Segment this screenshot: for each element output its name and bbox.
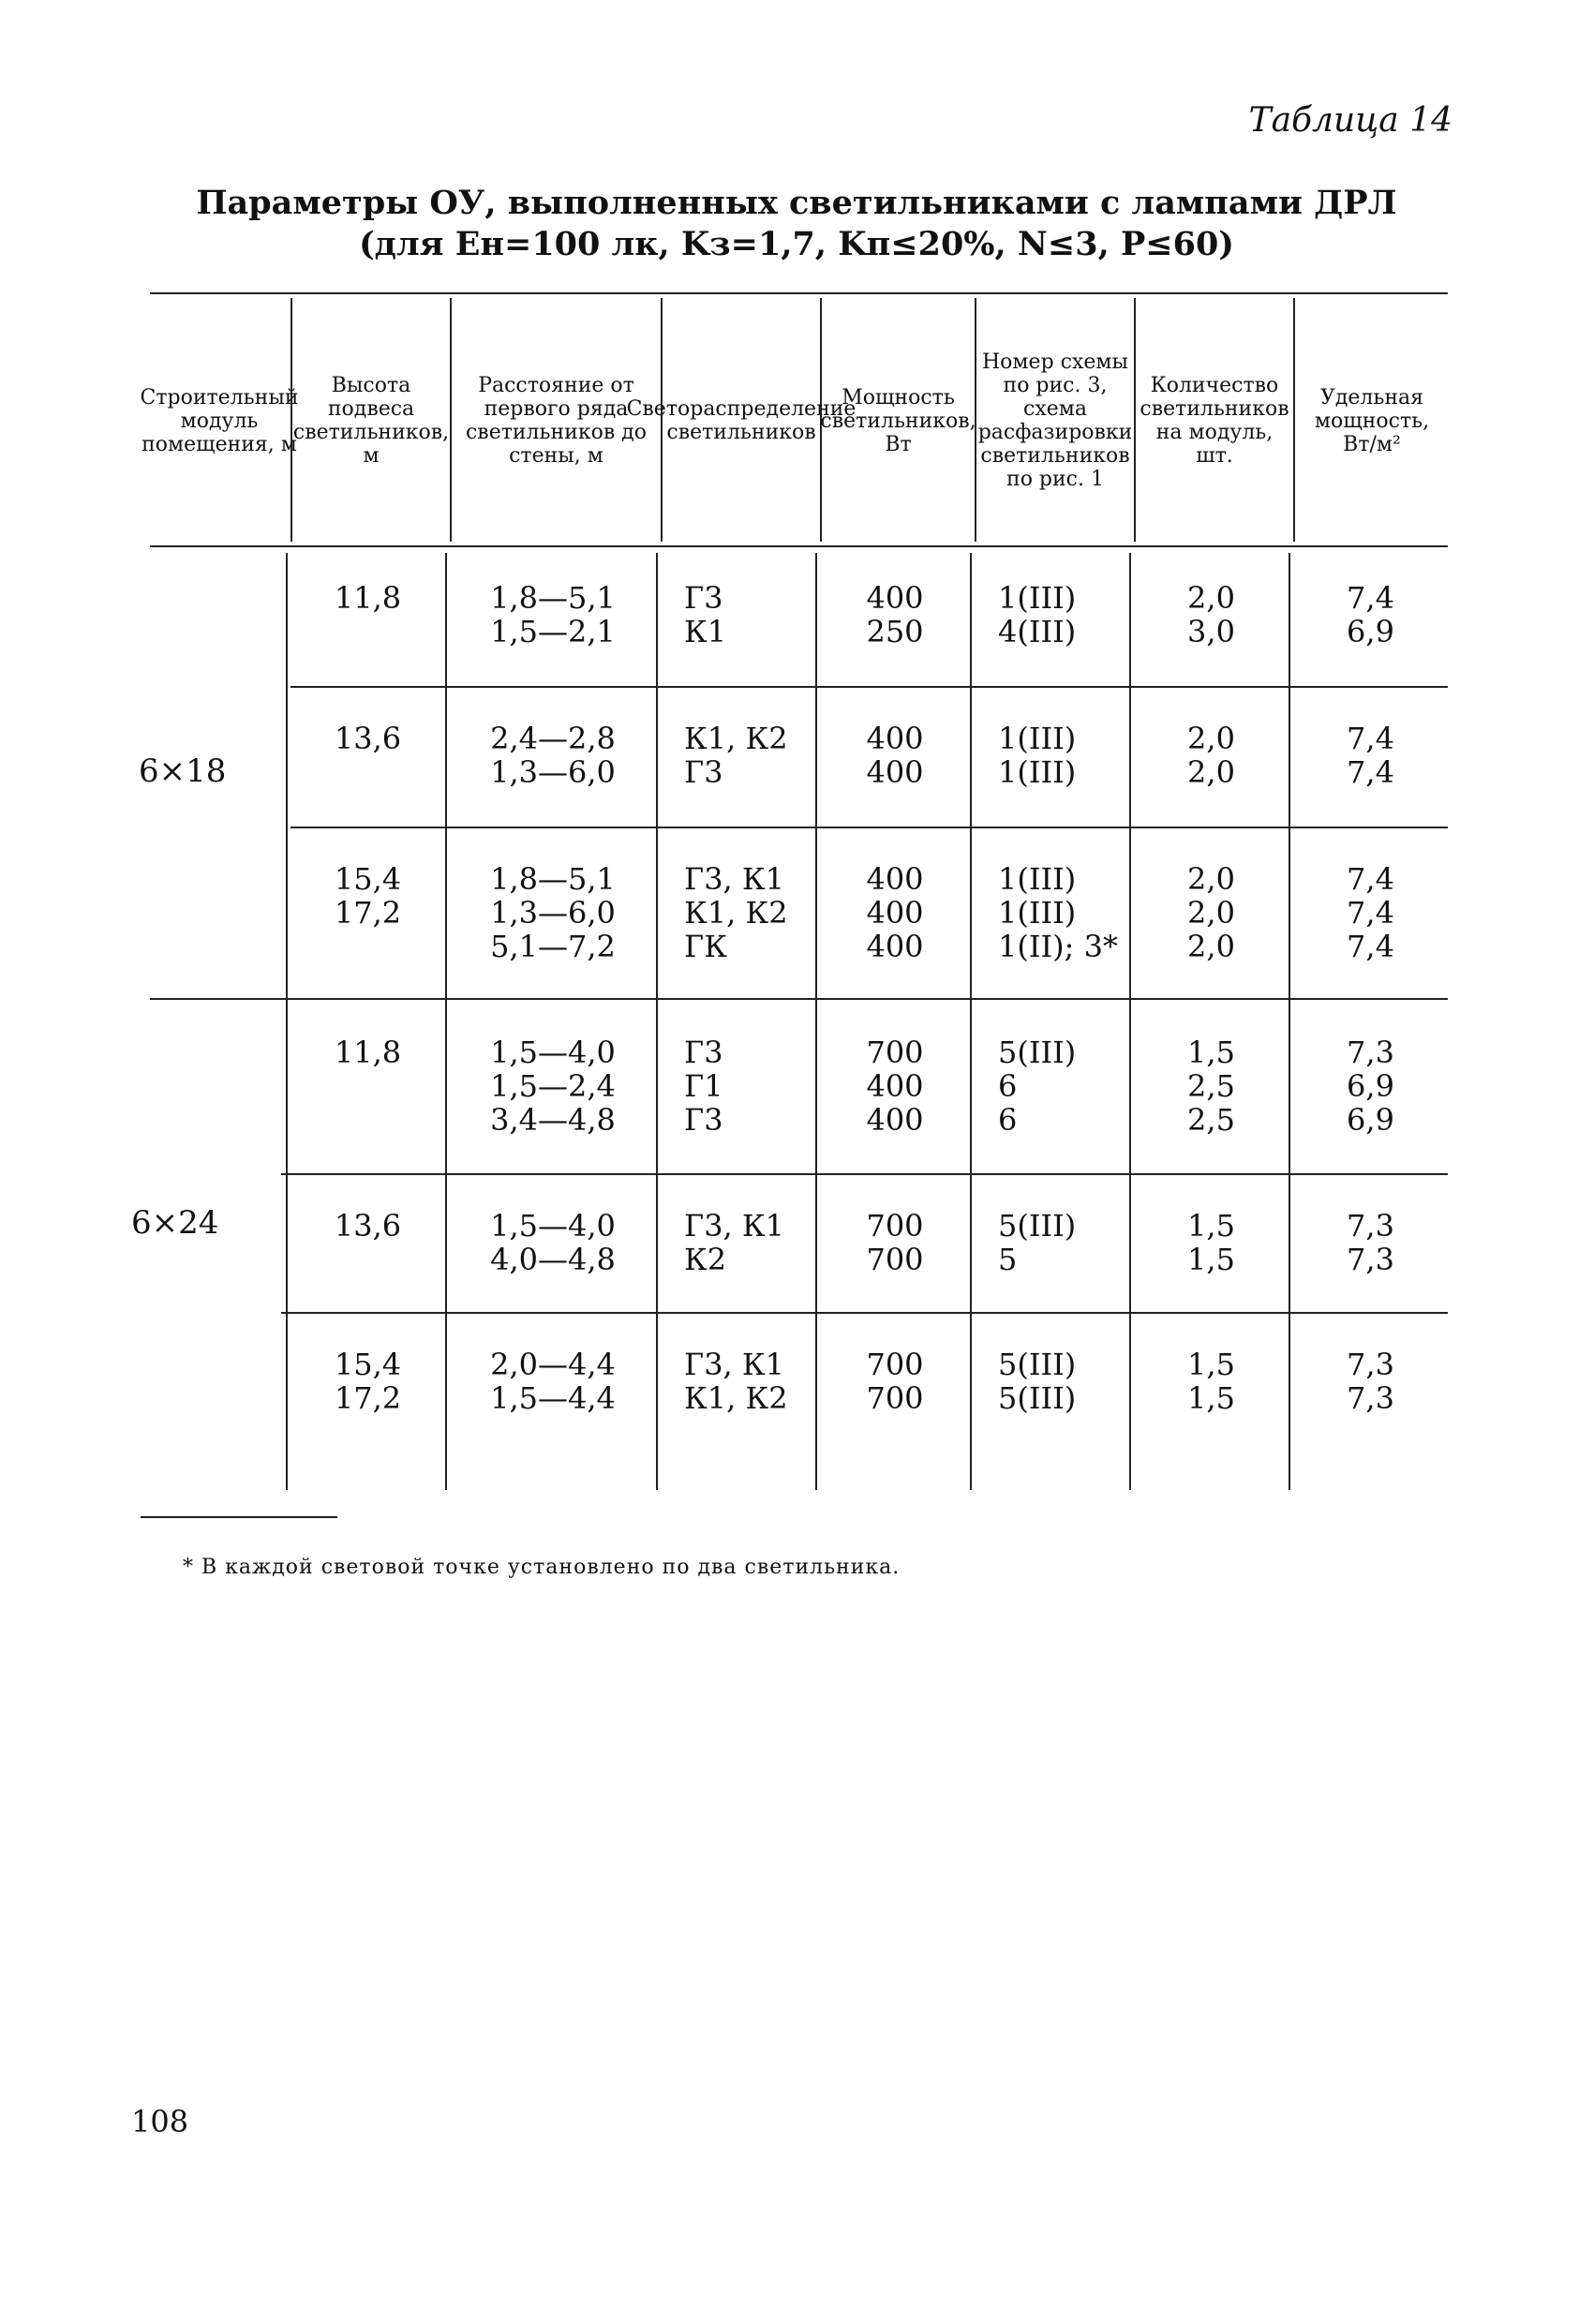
table-cell-quantity: 2,0 <box>1187 754 1235 790</box>
table-cell-distribution: К1, К2 <box>684 721 788 756</box>
table-cell-scheme: 1(II); 3* <box>998 929 1118 964</box>
table-cell-scheme: 1(III) <box>998 580 1077 616</box>
table-cell-height: 15,4 <box>334 861 402 897</box>
table-cell-distance: 4,0—4,8 <box>490 1242 616 1277</box>
row-rule <box>281 1173 1448 1175</box>
table-cell-distribution: К1, К2 <box>684 895 788 931</box>
table-cell-distribution: К2 <box>684 1242 727 1277</box>
column-rule <box>1293 298 1295 542</box>
table-cell-specific: 7,3 <box>1347 1347 1394 1382</box>
table-cell-height: 13,6 <box>334 1208 402 1244</box>
table-cell-specific: 7,4 <box>1347 580 1394 616</box>
table-cell-specific: 6,9 <box>1347 614 1394 649</box>
table-cell-specific: 7,3 <box>1347 1208 1394 1244</box>
table-cell-quantity: 2,0 <box>1187 580 1235 616</box>
table-cell-power: 250 <box>866 614 924 649</box>
column-rule <box>450 298 452 542</box>
table-cell-distribution: Г3 <box>684 1035 723 1070</box>
table-cell-distance: 5,1—7,2 <box>490 929 616 964</box>
table-cell-scheme: 5(III) <box>998 1208 1077 1244</box>
header-power: Мощность светильников, Вт <box>820 385 976 456</box>
table-cell-scheme: 1(III) <box>998 754 1077 790</box>
header-bottom-rule <box>150 545 1448 547</box>
table-cell-height: 13,6 <box>334 721 402 756</box>
module-label: 6×18 <box>139 752 227 790</box>
table-cell-power: 700 <box>866 1380 924 1416</box>
table-cell-height: 15,4 <box>334 1347 402 1382</box>
table-cell-distribution: Г1 <box>684 1068 723 1104</box>
column-rule <box>1289 553 1290 1490</box>
table-cell-scheme: 5(III) <box>998 1035 1077 1070</box>
table-cell-scheme: 1(III) <box>998 895 1077 931</box>
table-cell-quantity: 1,5 <box>1187 1035 1235 1070</box>
table-cell-scheme: 5(III) <box>998 1380 1077 1416</box>
table-cell-scheme: 4(III) <box>998 614 1077 649</box>
table-cell-distance: 1,8—5,1 <box>490 580 616 616</box>
table-cell-power: 400 <box>866 754 924 790</box>
table-cell-power: 400 <box>866 721 924 756</box>
table-cell-power: 400 <box>866 580 924 616</box>
table-cell-height: 11,8 <box>334 580 402 616</box>
table-cell-distribution: К1 <box>684 614 727 649</box>
table-cell-specific: 7,3 <box>1347 1242 1394 1277</box>
table-cell-power: 400 <box>866 1068 924 1104</box>
column-rule <box>445 553 447 1490</box>
row-rule <box>281 1312 1448 1314</box>
table-top-rule <box>150 292 1448 294</box>
table-cell-distribution: ГК <box>684 929 727 964</box>
footnote: * В каждой световой точке установлено по два светильника. <box>183 1556 901 1579</box>
table-title-line-1: Параметры ОУ, выполненных светильниками с лампами ДРЛ <box>196 184 1397 222</box>
module-rule <box>150 998 1448 1000</box>
table-cell-distance: 2,0—4,4 <box>490 1347 616 1382</box>
table-cell-quantity: 2,0 <box>1187 861 1235 897</box>
table-cell-distribution: Г3, К1 <box>684 1208 785 1244</box>
column-rule <box>1134 298 1136 542</box>
table-cell-distance: 1,8—5,1 <box>490 861 616 897</box>
header-module: Строительный модуль помещения, м <box>140 385 299 456</box>
table-cell-specific: 7,4 <box>1347 721 1394 756</box>
table-cell-power: 400 <box>866 1102 924 1138</box>
column-rule <box>286 553 288 1490</box>
table-cell-quantity: 2,0 <box>1187 721 1235 756</box>
table-cell-height: 17,2 <box>334 895 402 931</box>
table-cell-quantity: 1,5 <box>1187 1380 1235 1416</box>
table-cell-distance: 1,5—2,1 <box>490 614 616 649</box>
table-cell-distribution: К1, К2 <box>684 1380 788 1416</box>
table-title-line-2: (для Eн=100 лк, Kз=1,7, Kп≤20%, N≤3, P≤60) <box>359 225 1234 263</box>
row-rule <box>290 686 1448 688</box>
table-cell-specific: 7,3 <box>1347 1035 1394 1070</box>
table-cell-distance: 1,5—2,4 <box>490 1068 616 1104</box>
table-cell-distance: 1,5—4,4 <box>490 1380 616 1416</box>
table-cell-specific: 7,4 <box>1347 754 1394 790</box>
table-cell-power: 400 <box>866 861 924 897</box>
header-specific-power: Удельная мощность, Вт/м² <box>1314 385 1430 456</box>
table-cell-distance: 1,5—4,0 <box>490 1035 616 1070</box>
header-scheme: Номер схемы по рис. 3, схема расфазировки светильников по рис. 1 <box>977 350 1133 491</box>
column-rule <box>970 553 972 1490</box>
row-rule <box>290 827 1448 828</box>
table-cell-power: 700 <box>866 1035 924 1070</box>
table-cell-specific: 6,9 <box>1347 1102 1394 1138</box>
table-cell-quantity: 1,5 <box>1187 1347 1235 1382</box>
table-cell-distance: 3,4—4,8 <box>490 1102 616 1138</box>
table-cell-quantity: 1,5 <box>1187 1242 1235 1277</box>
table-cell-scheme: 5(III) <box>998 1347 1077 1382</box>
table-cell-power: 700 <box>866 1347 924 1382</box>
header-quantity: Количество светильников на модуль, шт. <box>1140 374 1289 468</box>
table-cell-height: 11,8 <box>334 1035 402 1070</box>
table-cell-power: 400 <box>866 929 924 964</box>
header-height: Высота подвеса светильников, м <box>292 374 450 468</box>
table-cell-power: 700 <box>866 1242 924 1277</box>
table-cell-specific: 6,9 <box>1347 1068 1394 1104</box>
header-distribution: Светораспределение светильников <box>626 397 857 444</box>
table-cell-distribution: Г3, К1 <box>684 1347 785 1382</box>
column-rule <box>1129 553 1131 1490</box>
column-rule <box>815 553 817 1490</box>
table-cell-scheme: 5 <box>998 1242 1018 1277</box>
table-cell-distribution: Г3 <box>684 754 723 790</box>
table-cell-power: 700 <box>866 1208 924 1244</box>
table-cell-quantity: 3,0 <box>1187 614 1235 649</box>
table-cell-quantity: 2,0 <box>1187 895 1235 931</box>
table-cell-quantity: 2,5 <box>1187 1102 1235 1138</box>
table-cell-distance: 1,5—4,0 <box>490 1208 616 1244</box>
table-cell-scheme: 6 <box>998 1102 1018 1138</box>
footnote-rule <box>141 1516 337 1518</box>
table-cell-specific: 7,4 <box>1347 861 1394 897</box>
table-cell-distance: 1,3—6,0 <box>490 754 616 790</box>
table-cell-quantity: 2,5 <box>1187 1068 1235 1104</box>
table-cell-distance: 1,3—6,0 <box>490 895 616 931</box>
table-cell-distribution: Г3 <box>684 1102 723 1138</box>
column-rule <box>656 553 658 1490</box>
table-cell-scheme: 6 <box>998 1068 1018 1104</box>
table-cell-power: 400 <box>866 895 924 931</box>
table-label: Таблица 14 <box>1248 101 1452 140</box>
table-cell-specific: 7,3 <box>1347 1380 1394 1416</box>
table-cell-distribution: Г3, К1 <box>684 861 785 897</box>
table-cell-quantity: 1,5 <box>1187 1208 1235 1244</box>
table-cell-distribution: Г3 <box>684 580 723 616</box>
table-cell-scheme: 1(III) <box>998 721 1077 756</box>
table-cell-quantity: 2,0 <box>1187 929 1235 964</box>
table-cell-specific: 7,4 <box>1347 895 1394 931</box>
table-cell-specific: 7,4 <box>1347 929 1394 964</box>
header-distance: Расстояние от первого ряда светильников до стены, м <box>465 374 647 468</box>
module-label: 6×24 <box>131 1204 219 1242</box>
table-cell-distance: 2,4—2,8 <box>490 721 616 756</box>
table-cell-scheme: 1(III) <box>998 861 1077 897</box>
table-cell-height: 17,2 <box>334 1380 402 1416</box>
page-number: 108 <box>131 2104 189 2139</box>
